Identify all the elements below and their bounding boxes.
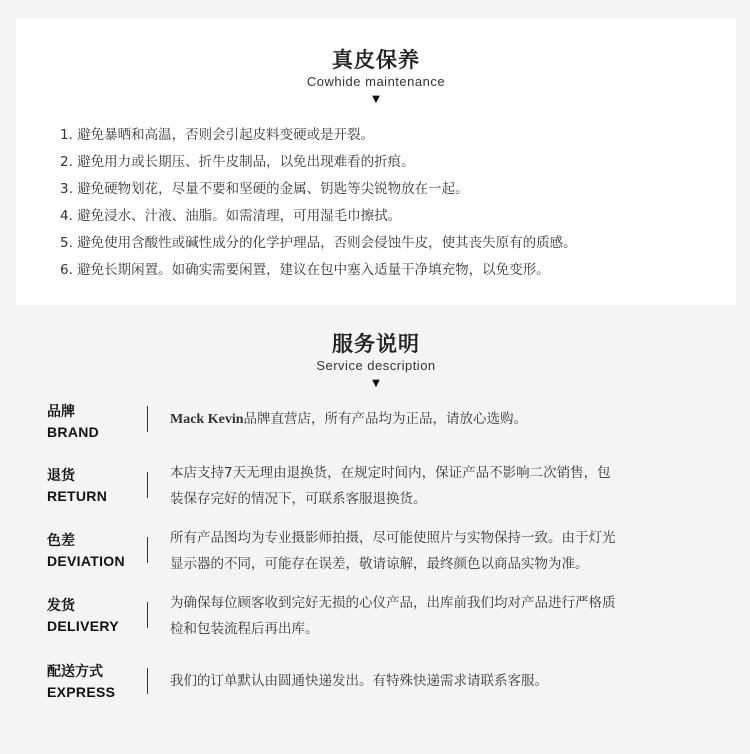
service-label-zh: 配送方式 bbox=[47, 664, 103, 680]
service-line: 我们的订单默认由圆通快递发出。有特殊快递需求请联系客服。 bbox=[170, 673, 548, 689]
service-line: 检和包装流程后再出库。 bbox=[170, 621, 319, 637]
service-label-en: DEVIATION bbox=[47, 553, 125, 569]
service-label bbox=[47, 596, 147, 636]
service-label-zh: 退货 bbox=[47, 468, 75, 484]
divider bbox=[147, 537, 148, 563]
list-item: 4. 避免浸水、汁液、油脂。如需清理，可用湿毛巾擦拭。 bbox=[60, 208, 402, 224]
service-subtitle: Service description bbox=[316, 358, 436, 373]
service-label-zh: 色差 bbox=[47, 533, 75, 549]
service-section bbox=[16, 314, 736, 744]
list-item: 1. 避免暴晒和高温，否则会引起皮料变硬或是开裂。 bbox=[60, 127, 375, 143]
service-label bbox=[47, 402, 147, 442]
maintenance-tips-list bbox=[60, 122, 577, 284]
service-line: 显示器的不同，可能存在误差，敬请谅解，最终颜色以商品实物为准。 bbox=[170, 556, 589, 572]
maintenance-title: 真皮保养 bbox=[332, 48, 420, 72]
maintenance-card bbox=[16, 18, 736, 305]
down-arrow-icon: ▼ bbox=[372, 378, 380, 389]
service-description bbox=[170, 406, 718, 433]
service-label bbox=[47, 662, 147, 702]
brand-name: Mack Kevin bbox=[170, 412, 244, 427]
service-line: 装保存完好的情况下，可联系客服退换货。 bbox=[170, 491, 427, 507]
service-label-zh: 发货 bbox=[47, 598, 75, 614]
service-label-en: RETURN bbox=[47, 488, 108, 504]
list-item: 2. 避免用力或长期压、折牛皮制品，以免出现难看的折痕。 bbox=[60, 154, 415, 170]
service-description bbox=[170, 460, 718, 512]
service-header bbox=[16, 314, 736, 390]
divider bbox=[147, 668, 148, 694]
maintenance-header bbox=[16, 18, 736, 106]
divider bbox=[147, 472, 148, 498]
service-label-en: BRAND bbox=[47, 424, 100, 440]
list-item: 6. 避免长期闲置。如确实需要闲置，建议在包中塞入适量干净填充物，以免变形。 bbox=[60, 262, 550, 278]
service-label bbox=[47, 466, 147, 506]
service-description bbox=[170, 590, 718, 642]
service-title: 服务说明 bbox=[332, 332, 420, 356]
service-line: 本店支持7天无理由退换货，在规定时间内，保证产品不影响二次销售，包 bbox=[170, 465, 611, 481]
service-description bbox=[170, 668, 718, 694]
service-label bbox=[47, 531, 147, 571]
list-item: 3. 避免硬物划花，尽量不要和坚硬的金属、钥匙等尖锐物放在一起。 bbox=[60, 181, 469, 197]
service-line: 所有产品图均为专业摄影师拍摄，尽可能使照片与实物保持一致。由于灯光 bbox=[170, 530, 616, 546]
list-item: 5. 避免使用含酸性或碱性成分的化学护理品，否则会侵蚀牛皮，使其丧失原有的质感。 bbox=[60, 235, 577, 251]
divider bbox=[147, 406, 148, 432]
down-arrow-icon: ▼ bbox=[372, 94, 380, 105]
service-description bbox=[170, 525, 718, 577]
service-line: 品牌直营店，所有产品均为正品，请放心选购。 bbox=[243, 411, 527, 427]
service-label-en: EXPRESS bbox=[47, 684, 116, 700]
service-line: 为确保每位顾客收到完好无损的心仪产品，出库前我们均对产品进行严格质 bbox=[170, 595, 616, 611]
service-label-en: DELIVERY bbox=[47, 618, 119, 634]
divider bbox=[147, 602, 148, 628]
maintenance-subtitle: Cowhide maintenance bbox=[306, 74, 446, 89]
service-label-zh: 品牌 bbox=[47, 404, 75, 420]
